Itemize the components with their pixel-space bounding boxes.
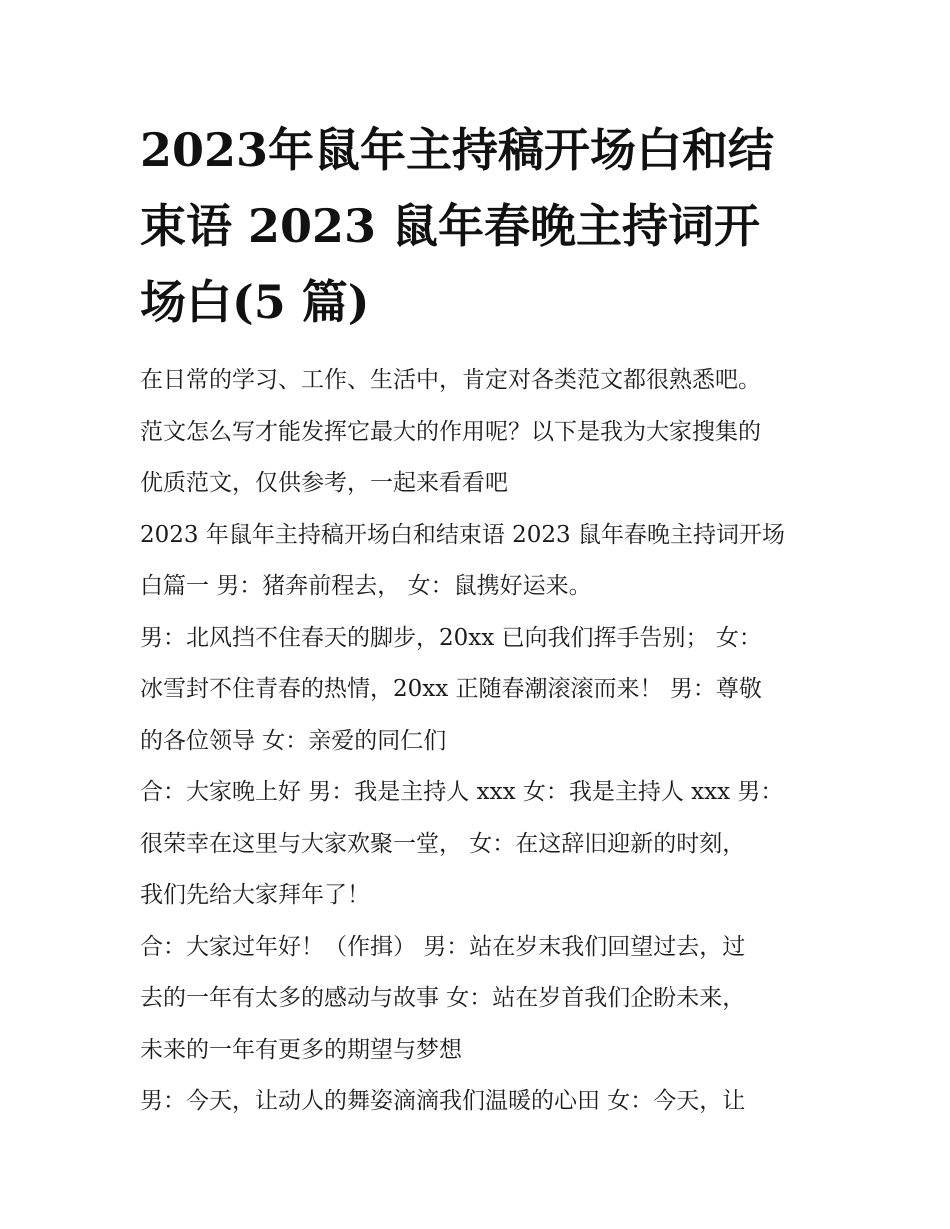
text-line: 在日常的学习、工作、生活中，肯定对各类范文都很熟悉吧。 bbox=[140, 367, 761, 393]
script-paragraph bbox=[140, 767, 830, 922]
title-line: 场白(5 篇) bbox=[140, 275, 370, 329]
text-line: 优质范文，仅供参考，一起来看看吧 bbox=[140, 470, 508, 496]
text-line: 白篇一 男：猪奔前程去， 女：鼠携好运来。 bbox=[140, 573, 592, 599]
text-line: 2023 年鼠年主持稿开场白和结束语 2023 鼠年春晚主持词开场 bbox=[140, 521, 785, 548]
text-line: 未来的一年有更多的期望与梦想 bbox=[140, 1036, 462, 1063]
text-line: 去的一年有太多的感动与故事 女：站在岁首我们企盼未来， bbox=[140, 985, 746, 1011]
section-heading-paragraph bbox=[140, 510, 830, 613]
text-line: 男：北风挡不住春天的脚步，20xx 已向我们挥手告别； 女： bbox=[140, 624, 762, 651]
document-title bbox=[140, 112, 820, 340]
text-line: 合：大家晚上好 男：我是主持人 xxx 女：我是主持人 xxx 男： bbox=[140, 779, 784, 805]
script-paragraph bbox=[140, 1076, 830, 1128]
text-line: 的各位领导 女：亲爱的同仁们 bbox=[140, 727, 447, 754]
text-line: 男：今天，让动人的舞姿滴滴我们温暖的心田 女：今天，让 bbox=[140, 1088, 746, 1114]
text-line: 范文怎么写才能发挥它最大的作用呢？以下是我为大家搜集的 bbox=[140, 418, 761, 445]
text-line: 合：大家过年好！（作揖） 男：站在岁末我们回望过去，过 bbox=[140, 933, 746, 960]
script-paragraph bbox=[140, 922, 830, 1077]
title-line: 束语 2023 鼠年春晚主持词开 bbox=[140, 199, 761, 253]
text-line: 冰雪封不住青春的热情，20xx 正随春潮滚滚而来！ 男：尊敬 bbox=[140, 676, 762, 702]
intro-paragraph bbox=[140, 355, 830, 510]
text-line: 我们先给大家拜年了！ bbox=[140, 882, 370, 908]
text-line: 很荣幸在这里与大家欢聚一堂， 女：在这辞旧迎新的时刻， bbox=[140, 830, 746, 857]
title-line: 2023年鼠年主持稿开场白和结 bbox=[140, 123, 775, 177]
document-body bbox=[140, 355, 830, 1128]
script-paragraph bbox=[140, 613, 830, 768]
